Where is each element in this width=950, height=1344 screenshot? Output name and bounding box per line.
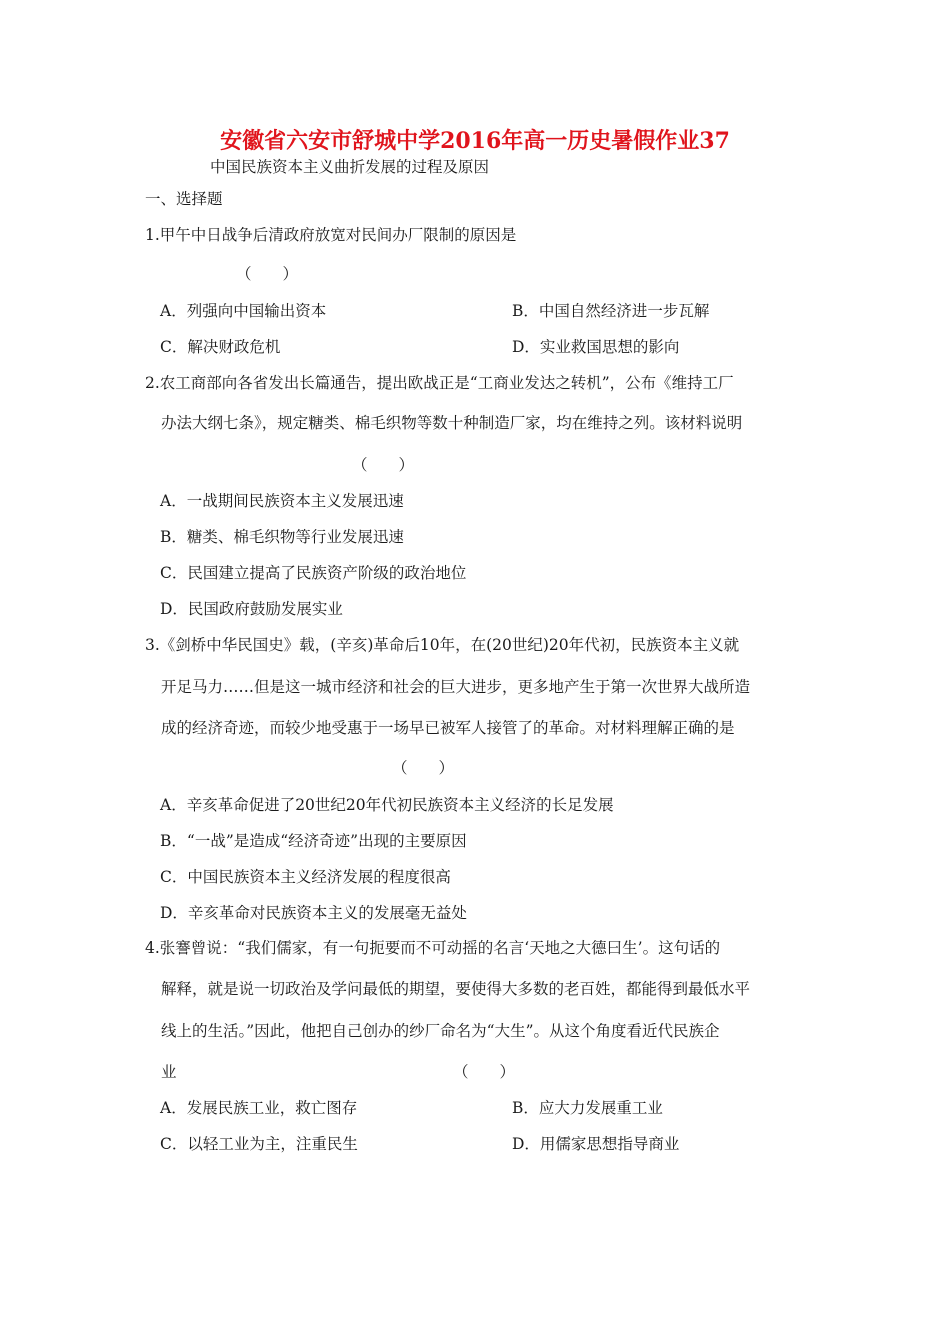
question-stem-line: 业 <box>161 1063 177 1081</box>
option-d: D．用儒家思想指导商业 <box>512 1135 680 1153</box>
option-c: C．中国民族资本主义经济发展的程度很高 <box>160 868 451 886</box>
option-b: B．“一战”是造成“经济奇迹”出现的主要原因 <box>160 832 467 850</box>
section-heading: 一、选择题 <box>145 190 223 208</box>
subtitle: 中国民族资本主义曲折发展的过程及原因 <box>210 158 490 176</box>
option-a: A．发展民族工业，救亡图存 <box>160 1099 358 1117</box>
option-d: D．辛亥革命对民族资本主义的发展毫无益处 <box>160 904 467 922</box>
option-b: B．应大力发展重工业 <box>512 1099 663 1117</box>
option-a: A．一战期间民族资本主义发展迅速 <box>160 492 404 510</box>
option-d: D．民国政府鼓励发展实业 <box>160 600 343 618</box>
option-a: A．列强向中国输出资本 <box>160 302 327 320</box>
question-stem-line: 3.《剑桥中华民国史》载，(辛亥)革命后10年，在(20世纪)20年代初，民族资本主义就 <box>145 636 740 654</box>
question-stem-line: 4.张謇曾说：“我们儒家，有一句扼要而不可动摇的名言‘天地之大德曰生’。这句话的 <box>145 939 721 957</box>
option-a: A．辛亥革命促进了20世纪20年代初民族资本主义经济的长足发展 <box>160 796 614 814</box>
option-b: B．糖类、棉毛织物等行业发展迅速 <box>160 528 404 546</box>
page-title: 安徽省六安市舒城中学2016年高一历史暑假作业37 <box>220 128 730 154</box>
option-d: D．实业救国思想的影向 <box>512 338 680 356</box>
question-stem-line: 线上的生活。”因此，他把自己创办的纱厂命名为“大生”。从这个角度看近代民族企 <box>161 1022 720 1040</box>
answer-blank: （ ） <box>392 759 455 777</box>
answer-blank: （ ） <box>453 1063 516 1081</box>
answer-blank: （ ） <box>352 456 415 474</box>
question-stem-line: 开足马力……但是这一城市经济和社会的巨大进步，更多地产生于第一次世界大战所造 <box>161 678 751 696</box>
question-stem-line: 成的经济奇迹，而较少地受惠于一场早已被军人接管了的革命。对材料理解正确的是 <box>161 719 735 737</box>
answer-blank: （ ） <box>236 265 299 283</box>
option-c: C．民国建立提高了民族资产阶级的政治地位 <box>160 564 467 582</box>
question-stem-line: 2.农工商部向各省发出长篇通告，提出欧战正是“工商业发达之转机”，公布《维持工厂 <box>145 374 734 392</box>
question-stem-line: 办法大纲七条》，规定糖类、棉毛织物等数十种制造厂家，均在维持之列。该材料说明 <box>161 414 743 432</box>
question-stem-line: 1.甲午中日战争后清政府放宽对民间办厂限制的原因是 <box>145 226 517 244</box>
option-b: B．中国自然经济进一步瓦解 <box>512 302 710 320</box>
option-c: C．解决财政危机 <box>160 338 281 356</box>
question-stem-line: 解释，就是说一切政治及学问最低的期望，要使得大多数的老百姓，都能得到最低水平 <box>161 980 751 998</box>
option-c: C．以轻工业为主，注重民生 <box>160 1135 358 1153</box>
